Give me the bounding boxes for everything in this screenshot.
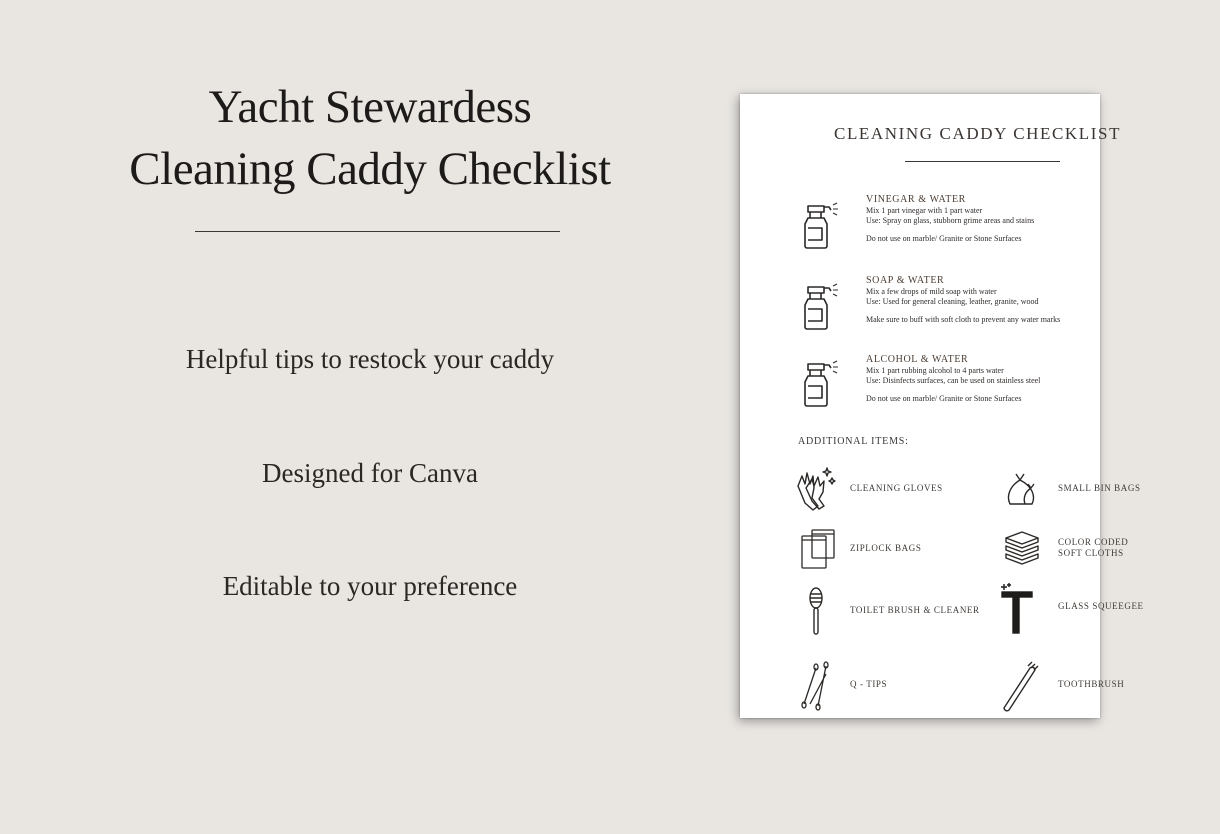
bin-bag-icon	[1000, 464, 1048, 514]
ziplock-bag-icon	[792, 524, 840, 574]
gloves-icon	[792, 464, 840, 514]
item-label: Q - TIPS	[850, 679, 888, 689]
solution-warning: Make sure to buff with soft cloth to prevent any water marks	[866, 315, 1061, 324]
title-divider	[195, 231, 560, 232]
document-title-divider	[905, 161, 1060, 162]
item-label: SMALL BIN BAGS	[1058, 483, 1141, 493]
solution-use: Use: Used for general cleaning, leather, granite, wood	[866, 297, 1039, 306]
item-label: ZIPLOCK BAGS	[850, 543, 922, 553]
feature-restock-tips: Helpful tips to restock your caddy	[185, 344, 555, 374]
item-toilet-brush-cleaner	[792, 586, 1012, 636]
solution-name: VINEGAR & WATER	[866, 194, 966, 205]
solution-warning: Do not use on marble/ Granite or Stone Surfaces	[866, 394, 1022, 403]
item-label: TOOTHBRUSH	[1058, 679, 1125, 689]
solution-mix: Mix 1 part vinegar with 1 part water	[866, 206, 983, 215]
squeegee-icon	[1000, 582, 1048, 632]
solution-mix: Mix a few drops of mild soap with water	[866, 287, 997, 296]
solution-text	[866, 194, 1034, 244]
solution-text	[866, 275, 1060, 325]
item-label-line-1: COLOR CODED	[1058, 537, 1129, 547]
document-title: CLEANING CADDY CHECKLIST	[834, 124, 1122, 143]
toilet-brush-icon	[792, 586, 840, 636]
item-q-tips	[792, 660, 1012, 710]
q-tips-icon	[792, 660, 840, 710]
toothbrush-icon	[1000, 660, 1048, 710]
title-line-1: Yacht Stewardess	[208, 81, 532, 133]
item-ziplock-bags	[792, 524, 1012, 574]
feature-canva: Designed for Canva	[262, 458, 478, 488]
spray-bottle-icon	[800, 356, 840, 408]
solution-name: SOAP & WATER	[866, 275, 945, 286]
item-label: TOILET BRUSH & CLEANER	[850, 605, 980, 615]
spray-bottle-icon	[800, 198, 840, 250]
solution-use: Use: Disinfects surfaces, can be used on stainless steel	[866, 376, 1041, 385]
cloths-stack-icon	[1000, 524, 1048, 574]
item-small-bin-bags	[1000, 464, 1220, 514]
feature-editable: Editable to your preference	[222, 571, 518, 601]
title-line-2: Cleaning Caddy Checklist	[129, 143, 611, 195]
solution-warning: Do not use on marble/ Granite or Stone Surfaces	[866, 234, 1022, 243]
item-label-line-2: SOFT CLOTHS	[1058, 548, 1124, 558]
item-glass-squeegee	[1000, 582, 1220, 632]
item-label: CLEANING GLOVES	[850, 483, 943, 493]
additional-items-heading: ADDITIONAL ITEMS:	[798, 436, 909, 447]
item-cleaning-gloves	[792, 464, 1012, 514]
solution-name: ALCOHOL & WATER	[866, 354, 969, 365]
solution-use: Use: Spray on glass, stubborn grime areas and stains	[866, 216, 1035, 225]
item-toothbrush	[1000, 660, 1220, 710]
spray-bottle-icon	[800, 279, 840, 331]
solution-mix: Mix 1 part rubbing alcohol to 4 parts water	[866, 366, 1004, 375]
solution-text	[866, 354, 1040, 404]
item-label	[1058, 537, 1128, 559]
item-color-coded-soft-cloths	[1000, 524, 1220, 574]
item-label: GLASS SQUEEGEE	[1058, 601, 1144, 611]
checklist-document-preview	[740, 94, 1144, 718]
